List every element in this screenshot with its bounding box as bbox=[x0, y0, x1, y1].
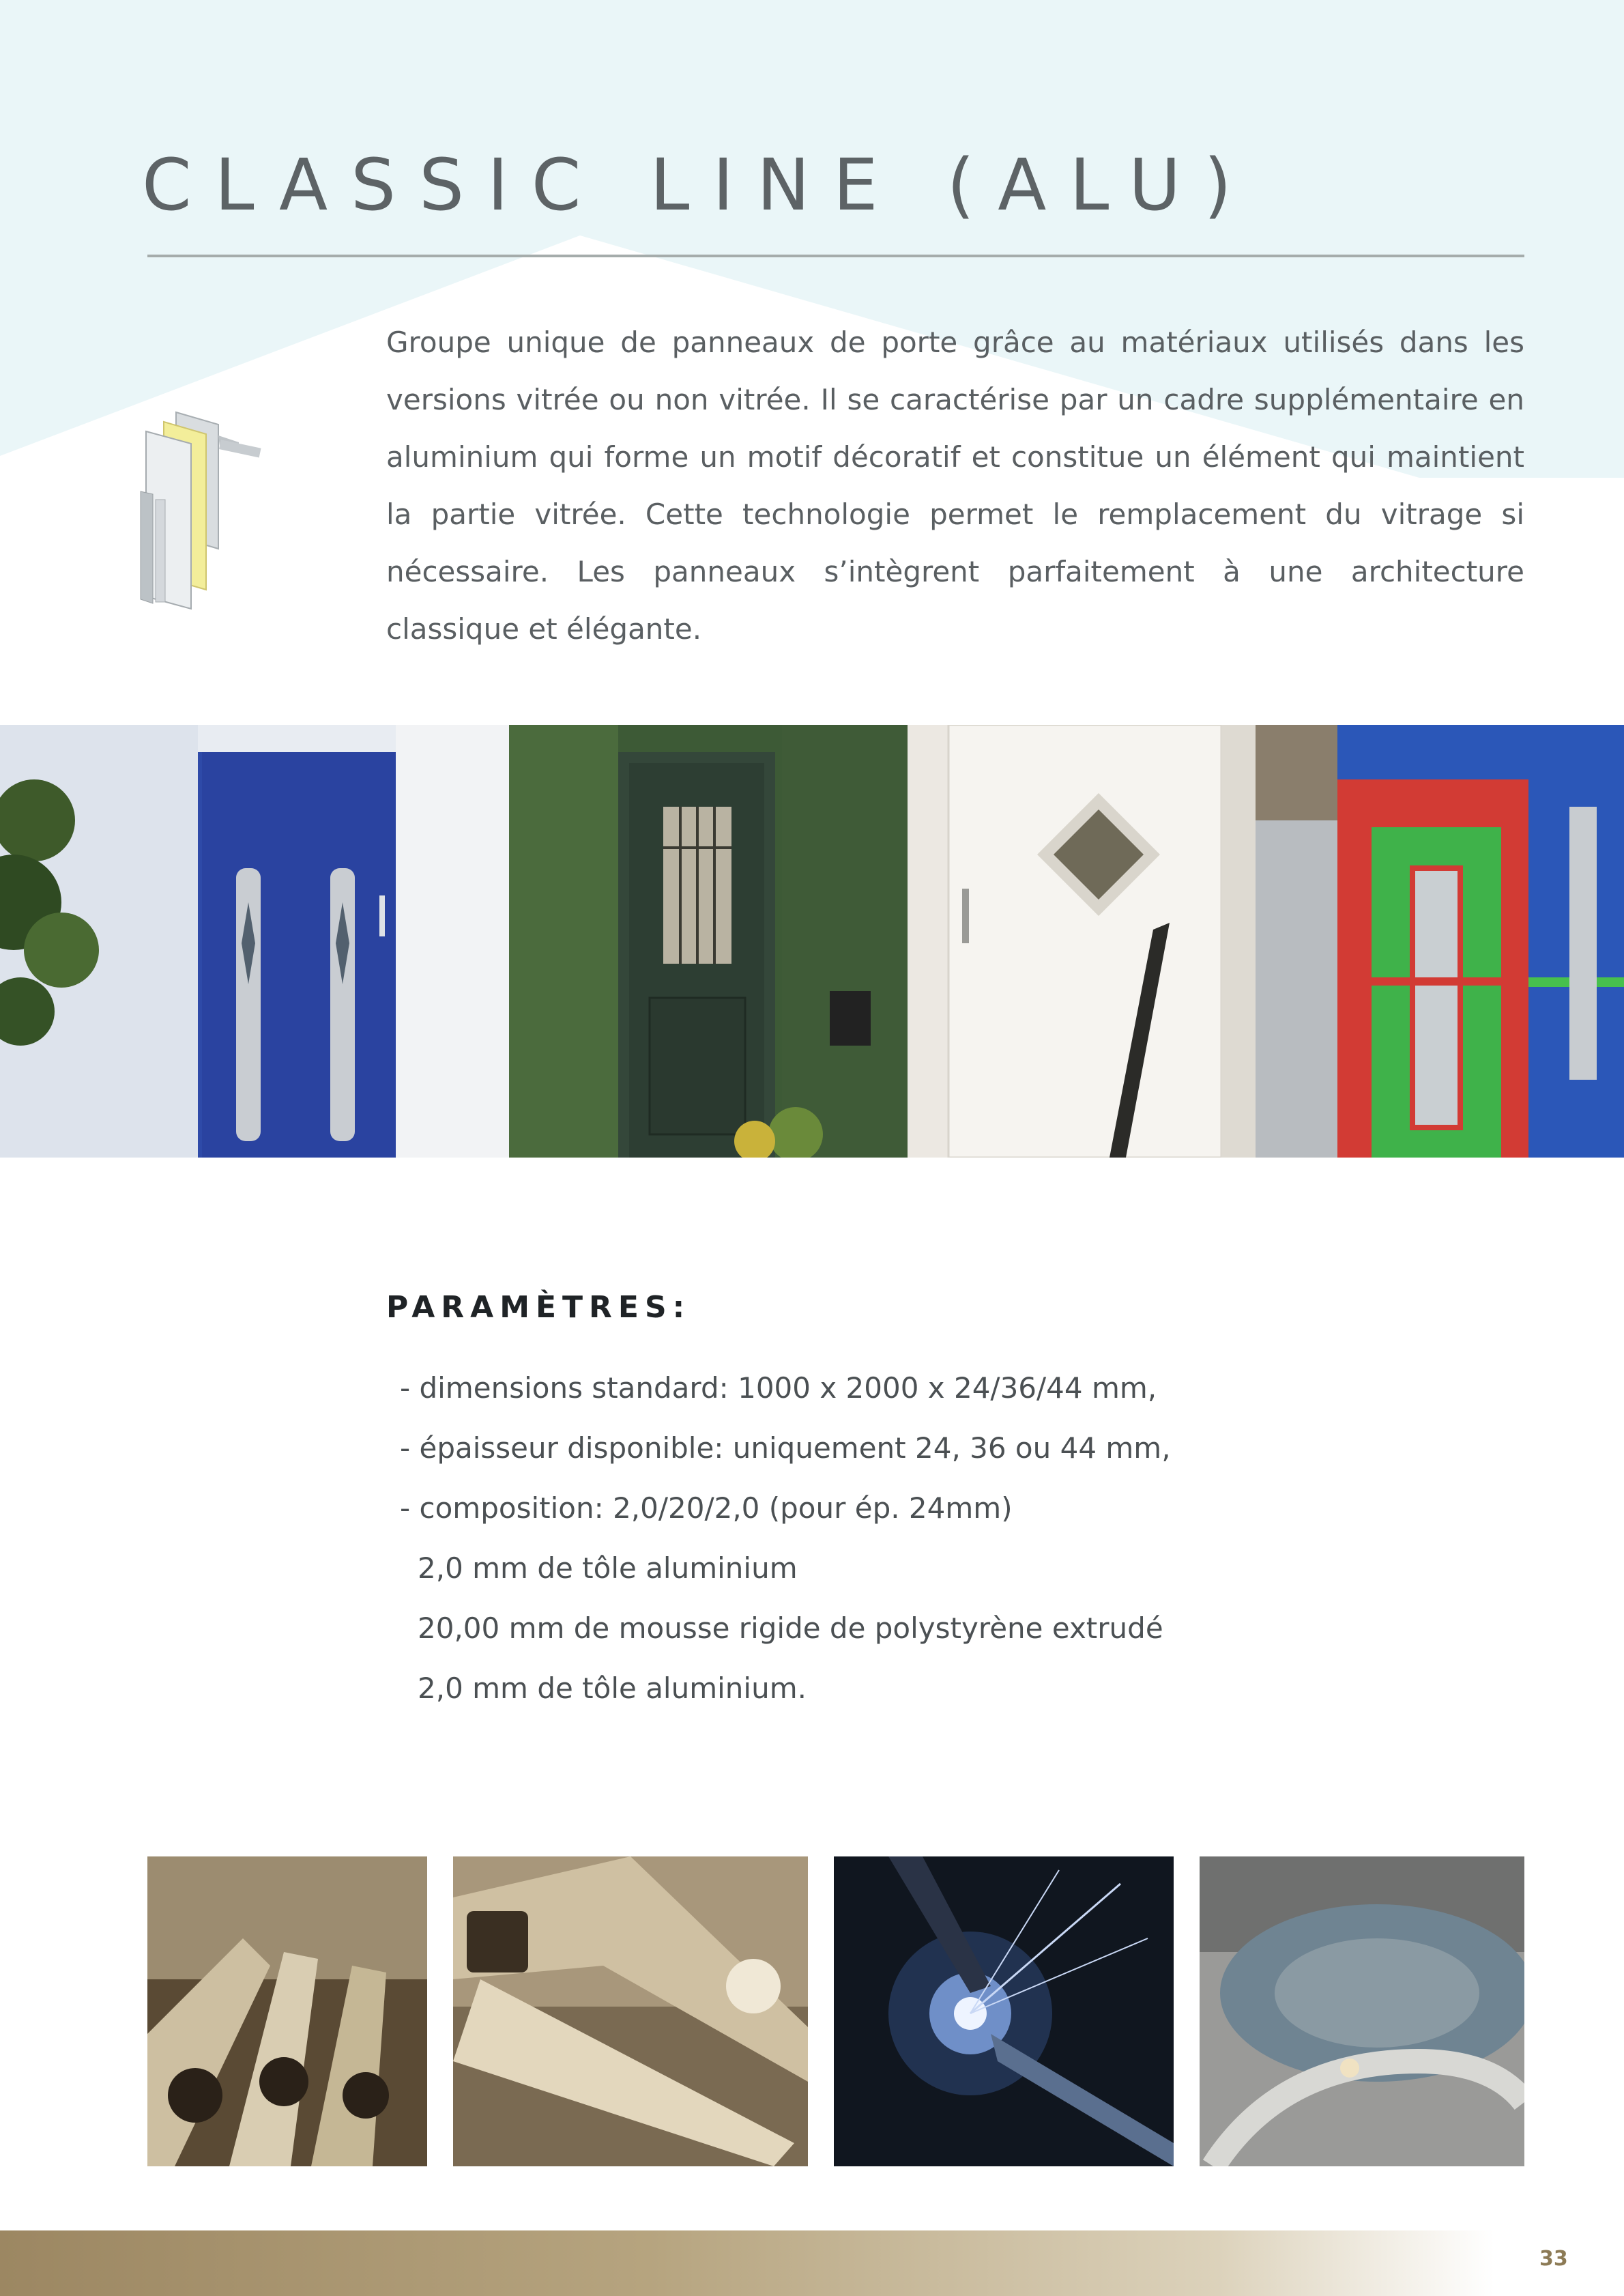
red-green-door-photo bbox=[1256, 725, 1624, 1158]
param-layer-sheet-top: 2,0 mm de tôle aluminium bbox=[418, 1551, 798, 1585]
param-thickness: - épaisseur disponible: uniquement 24, 36 ou 44 mm, bbox=[400, 1431, 1171, 1465]
page-title: CLASSIC LINE (ALU) bbox=[142, 143, 1255, 227]
param-layer-sheet-bottom: 2,0 mm de tôle aluminium. bbox=[418, 1671, 807, 1705]
parameters-list bbox=[400, 1358, 1171, 1719]
param-layer-foam: 20,00 mm de mousse rigide de polystyrène extrudé bbox=[418, 1611, 1163, 1645]
page-number: 33 bbox=[1539, 2247, 1568, 2271]
panel-layers-illustration bbox=[136, 404, 328, 617]
title-divider bbox=[147, 255, 1524, 257]
parameters-heading: PARAMÈTRES: bbox=[386, 1290, 691, 1325]
param-dimensions: - dimensions standard: 1000 x 2000 x 24/36/44 mm, bbox=[400, 1371, 1157, 1405]
param-composition: - composition: 2,0/20/2,0 (pour ép. 24mm) bbox=[400, 1491, 1013, 1525]
green-door-photo bbox=[509, 725, 908, 1158]
profile-cutting-photo bbox=[453, 1856, 808, 2166]
white-door-photo bbox=[908, 725, 1256, 1158]
grinding-photo bbox=[1200, 1856, 1524, 2166]
intro-paragraph: Groupe unique de panneaux de porte grâce au matériaux utilisés dans les versions vitrée ou non vitrée. Il se caractérise par un cadre supplémentaire en aluminium qui forme un motif décoratif et constitue un élément qui maintient la partie vitrée. Cette technologie permet le remplacement du vitrage si nécessaire. Les panneaux s’intègrent parfaitement à une architecture classique et élégante. bbox=[386, 326, 1524, 646]
aluminium-profiles-photo bbox=[147, 1856, 427, 2166]
footer-bar bbox=[0, 2230, 1624, 2296]
door-photo-strip bbox=[0, 725, 1624, 1158]
blue-door-photo bbox=[0, 725, 509, 1158]
welding-photo bbox=[834, 1856, 1174, 2166]
